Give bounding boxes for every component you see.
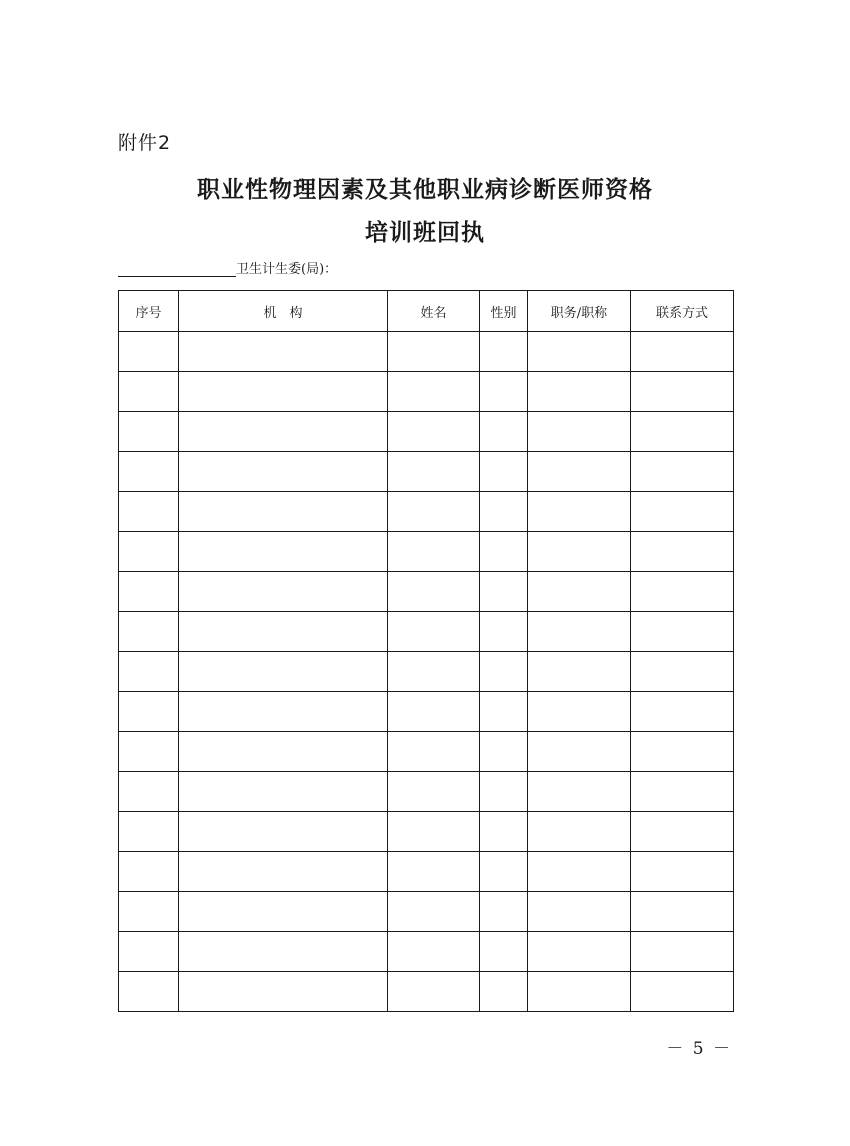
position-title-cell[interactable] [528, 652, 631, 692]
serial-cell[interactable] [119, 332, 179, 372]
contact-cell[interactable] [631, 972, 734, 1012]
table-row [119, 972, 734, 1012]
table-row [119, 692, 734, 732]
institution-cell[interactable] [179, 452, 388, 492]
institution-cell[interactable] [179, 812, 388, 852]
gender-cell[interactable] [480, 692, 528, 732]
contact-cell[interactable] [631, 772, 734, 812]
name-cell[interactable] [388, 612, 480, 652]
serial-cell[interactable] [119, 572, 179, 612]
position-title-cell[interactable] [528, 772, 631, 812]
position-title-cell[interactable] [528, 732, 631, 772]
table-row [119, 932, 734, 972]
gender-cell[interactable] [480, 492, 528, 532]
institution-cell[interactable] [179, 612, 388, 652]
registration-table [118, 290, 734, 1012]
serial-cell[interactable] [119, 852, 179, 892]
position-title-cell[interactable] [528, 972, 631, 1012]
gender-cell[interactable] [480, 332, 528, 372]
gender-cell[interactable] [480, 892, 528, 932]
name-cell[interactable] [388, 532, 480, 572]
position-title-cell[interactable] [528, 332, 631, 372]
name-cell[interactable] [388, 812, 480, 852]
contact-cell[interactable] [631, 692, 734, 732]
institution-cell[interactable] [179, 972, 388, 1012]
table-row [119, 492, 734, 532]
contact-cell[interactable] [631, 812, 734, 852]
institution-cell[interactable] [179, 852, 388, 892]
name-cell[interactable] [388, 452, 480, 492]
position-title-cell[interactable] [528, 852, 631, 892]
institution-cell[interactable] [179, 332, 388, 372]
contact-cell[interactable] [631, 732, 734, 772]
institution-cell[interactable] [179, 732, 388, 772]
gender-cell[interactable] [480, 732, 528, 772]
name-cell[interactable] [388, 932, 480, 972]
contact-cell[interactable] [631, 852, 734, 892]
serial-cell[interactable] [119, 892, 179, 932]
table-row [119, 412, 734, 452]
table-row [119, 652, 734, 692]
name-cell[interactable] [388, 412, 480, 452]
serial-cell[interactable] [119, 492, 179, 532]
position-title-cell[interactable] [528, 812, 631, 852]
institution-cell[interactable] [179, 652, 388, 692]
contact-cell[interactable] [631, 892, 734, 932]
serial-cell[interactable] [119, 452, 179, 492]
table-row [119, 772, 734, 812]
gender-cell[interactable] [480, 612, 528, 652]
name-cell[interactable] [388, 692, 480, 732]
addressee-suffix: 卫生计生委(局)： [236, 262, 338, 277]
contact-cell[interactable] [631, 572, 734, 612]
contact-cell[interactable] [631, 932, 734, 972]
name-cell[interactable] [388, 732, 480, 772]
name-cell[interactable] [388, 572, 480, 612]
table-row [119, 572, 734, 612]
institution-cell[interactable] [179, 492, 388, 532]
contact-cell[interactable] [631, 652, 734, 692]
contact-cell[interactable] [631, 412, 734, 452]
gender-cell[interactable] [480, 652, 528, 692]
institution-cell[interactable] [179, 892, 388, 932]
position-title-cell[interactable] [528, 932, 631, 972]
column-header-serial: 序号 [119, 291, 179, 332]
name-cell[interactable] [388, 372, 480, 412]
table-row [119, 332, 734, 372]
position-title-cell[interactable] [528, 692, 631, 732]
position-title-cell[interactable] [528, 532, 631, 572]
serial-cell[interactable] [119, 412, 179, 452]
table-row [119, 532, 734, 572]
gender-cell[interactable] [480, 772, 528, 812]
serial-cell[interactable] [119, 812, 179, 852]
gender-cell[interactable] [480, 572, 528, 612]
position-title-cell[interactable] [528, 612, 631, 652]
addressee-line [118, 258, 337, 277]
position-title-cell[interactable] [528, 372, 631, 412]
gender-cell[interactable] [480, 852, 528, 892]
institution-cell[interactable] [179, 692, 388, 732]
name-cell[interactable] [388, 772, 480, 812]
serial-cell[interactable] [119, 372, 179, 412]
serial-cell[interactable] [119, 932, 179, 972]
table-row [119, 372, 734, 412]
column-header-contact: 联系方式 [631, 291, 734, 332]
position-title-cell[interactable] [528, 492, 631, 532]
document-title-line-2: 培训班回执 [365, 219, 485, 246]
gender-cell[interactable] [480, 412, 528, 452]
institution-cell[interactable] [179, 532, 388, 572]
contact-cell[interactable] [631, 452, 734, 492]
name-cell[interactable] [388, 652, 480, 692]
serial-cell[interactable] [119, 732, 179, 772]
table-row [119, 452, 734, 492]
contact-cell[interactable] [631, 492, 734, 532]
contact-cell[interactable] [631, 532, 734, 572]
name-cell[interactable] [388, 852, 480, 892]
column-header-position-title: 职务/职称 [528, 291, 631, 332]
table-row [119, 612, 734, 652]
institution-cell[interactable] [179, 372, 388, 412]
table-body [119, 332, 734, 1012]
serial-cell[interactable] [119, 652, 179, 692]
institution-cell[interactable] [179, 772, 388, 812]
page-number: － 5 － [666, 1039, 732, 1059]
position-title-cell[interactable] [528, 452, 631, 492]
gender-cell[interactable] [480, 812, 528, 852]
contact-cell[interactable] [631, 372, 734, 412]
gender-cell[interactable] [480, 372, 528, 412]
serial-cell[interactable] [119, 532, 179, 572]
addressee-blank-field[interactable] [118, 262, 236, 277]
table-row [119, 812, 734, 852]
position-title-cell[interactable] [528, 572, 631, 612]
serial-cell[interactable] [119, 972, 179, 1012]
serial-cell[interactable] [119, 612, 179, 652]
institution-cell[interactable] [179, 932, 388, 972]
name-cell[interactable] [388, 492, 480, 532]
name-cell[interactable] [388, 972, 480, 1012]
gender-cell[interactable] [480, 932, 528, 972]
position-title-cell[interactable] [528, 892, 631, 932]
contact-cell[interactable] [631, 332, 734, 372]
column-header-name: 姓名 [388, 291, 480, 332]
name-cell[interactable] [388, 892, 480, 932]
gender-cell[interactable] [480, 972, 528, 1012]
name-cell[interactable] [388, 332, 480, 372]
column-header-gender: 性别 [480, 291, 528, 332]
table-row [119, 732, 734, 772]
table-row [119, 852, 734, 892]
document-title-line-1: 职业性物理因素及其他职业病诊断医师资格 [197, 176, 653, 203]
column-header-institution: 机 构 [179, 291, 388, 332]
table-row [119, 892, 734, 932]
serial-cell[interactable] [119, 772, 179, 812]
institution-cell[interactable] [179, 572, 388, 612]
position-title-cell[interactable] [528, 412, 631, 452]
gender-cell[interactable] [480, 452, 528, 492]
table-header-row [119, 291, 734, 332]
attachment-label: 附件2 [118, 132, 172, 154]
contact-cell[interactable] [631, 612, 734, 652]
institution-cell[interactable] [179, 412, 388, 452]
serial-cell[interactable] [119, 692, 179, 732]
gender-cell[interactable] [480, 532, 528, 572]
